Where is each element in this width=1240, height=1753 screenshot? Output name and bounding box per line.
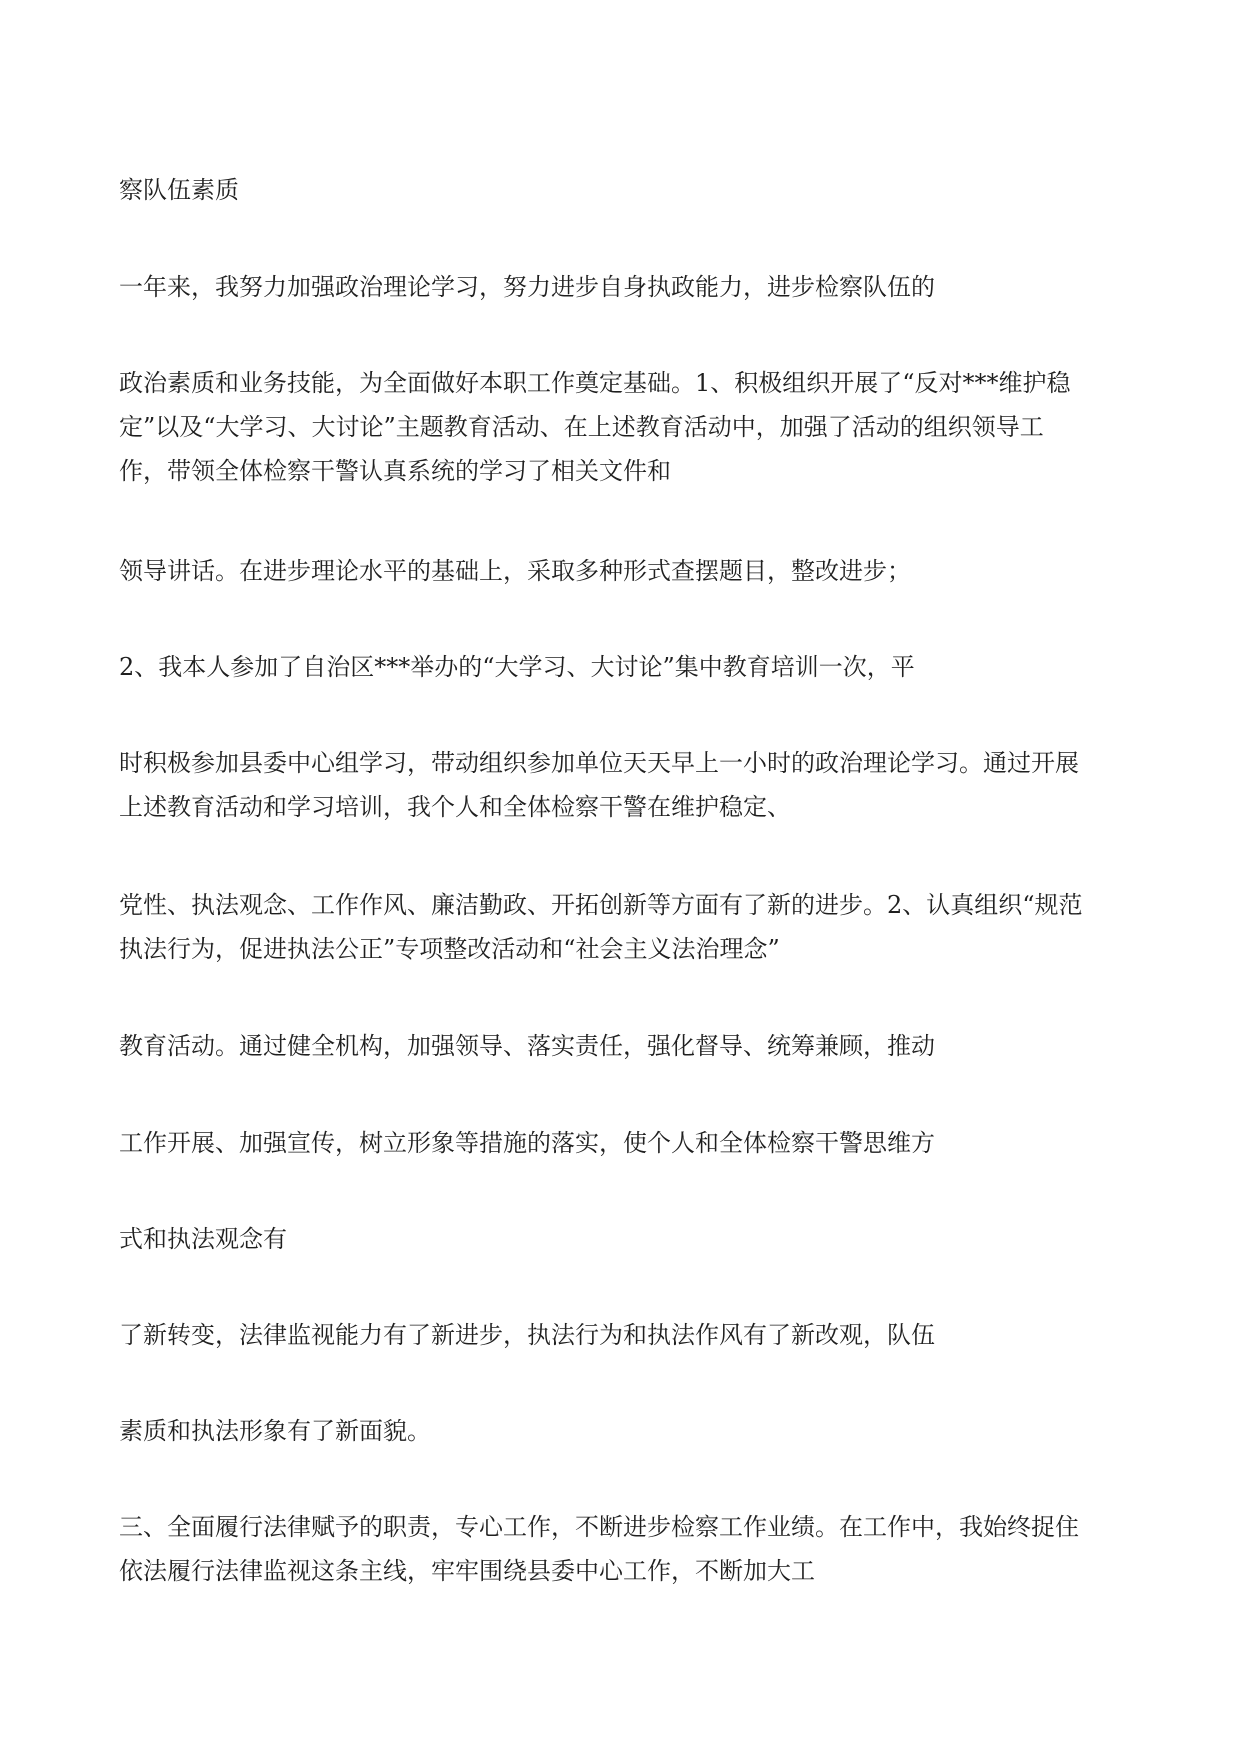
text-line: 上述教育活动和学习培训，我个人和全体检察干警在维护稳定、 bbox=[119, 793, 791, 821]
paragraph-7 bbox=[119, 883, 1129, 971]
text-line: 察队伍素质 bbox=[119, 176, 239, 204]
paragraph-4 bbox=[119, 549, 1129, 593]
paragraph-5 bbox=[119, 645, 1129, 689]
text-line: 作，带领全体检察干警认真系统的学习了相关文件和 bbox=[119, 457, 671, 485]
paragraph-8 bbox=[119, 1024, 1129, 1068]
text-line: 工作开展、加强宣传，树立形象等措施的落实，使个人和全体检察干警思维方 bbox=[119, 1129, 935, 1157]
text-line: 素质和执法形象有了新面貌。 bbox=[119, 1417, 431, 1445]
paragraph-13 bbox=[119, 1505, 1129, 1593]
text-line: 定”以及“大学习、大讨论”主题教育活动、在上述教育活动中，加强了活动的组织领导工 bbox=[119, 413, 1044, 441]
text-line: 教育活动。通过健全机构，加强领导、落实责任，强化督导、统筹兼顾，推动 bbox=[119, 1032, 935, 1060]
text-line: 领导讲话。在进步理论水平的基础上，采取多种形式查摆题目，整改进步； bbox=[119, 557, 911, 585]
text-line: 政治素质和业务技能，为全面做好本职工作奠定基础。1、积极组织开展了“反对***维护稳 bbox=[119, 369, 1071, 397]
paragraph-1 bbox=[119, 168, 1129, 212]
text-line: 了新转变，法律监视能力有了新进步，执法行为和执法作风有了新改观，队伍 bbox=[119, 1321, 935, 1349]
text-line: 2、我本人参加了自治区***举办的“大学习、大讨论”集中教育培训一次，平 bbox=[119, 653, 915, 681]
text-line: 时积极参加县委中心组学习，带动组织参加单位天天早上一小时的政治理论学习。通过开展 bbox=[119, 749, 1079, 777]
paragraph-10 bbox=[119, 1217, 1129, 1261]
text-line: 式和执法观念有 bbox=[119, 1225, 287, 1253]
paragraph-2 bbox=[119, 265, 1129, 309]
paragraph-6 bbox=[119, 741, 1129, 829]
paragraph-3 bbox=[119, 361, 1129, 493]
paragraph-9 bbox=[119, 1121, 1129, 1165]
text-line: 三、全面履行法律赋予的职责，专心工作，不断进步检察工作业绩。在工作中，我始终捉住 bbox=[119, 1513, 1079, 1541]
text-line: 一年来，我努力加强政治理论学习，努力进步自身执政能力，进步检察队伍的 bbox=[119, 273, 935, 301]
paragraph-11 bbox=[119, 1313, 1129, 1357]
paragraph-12 bbox=[119, 1409, 1129, 1453]
text-line: 党性、执法观念、工作作风、廉洁勤政、开拓创新等方面有了新的进步。2、认真组织“规范 bbox=[119, 891, 1083, 919]
text-line: 执法行为，促进执法公正”专项整改活动和“社会主义法治理念” bbox=[119, 935, 780, 963]
text-line: 依法履行法律监视这条主线，牢牢围绕县委中心工作，不断加大工 bbox=[119, 1557, 815, 1585]
